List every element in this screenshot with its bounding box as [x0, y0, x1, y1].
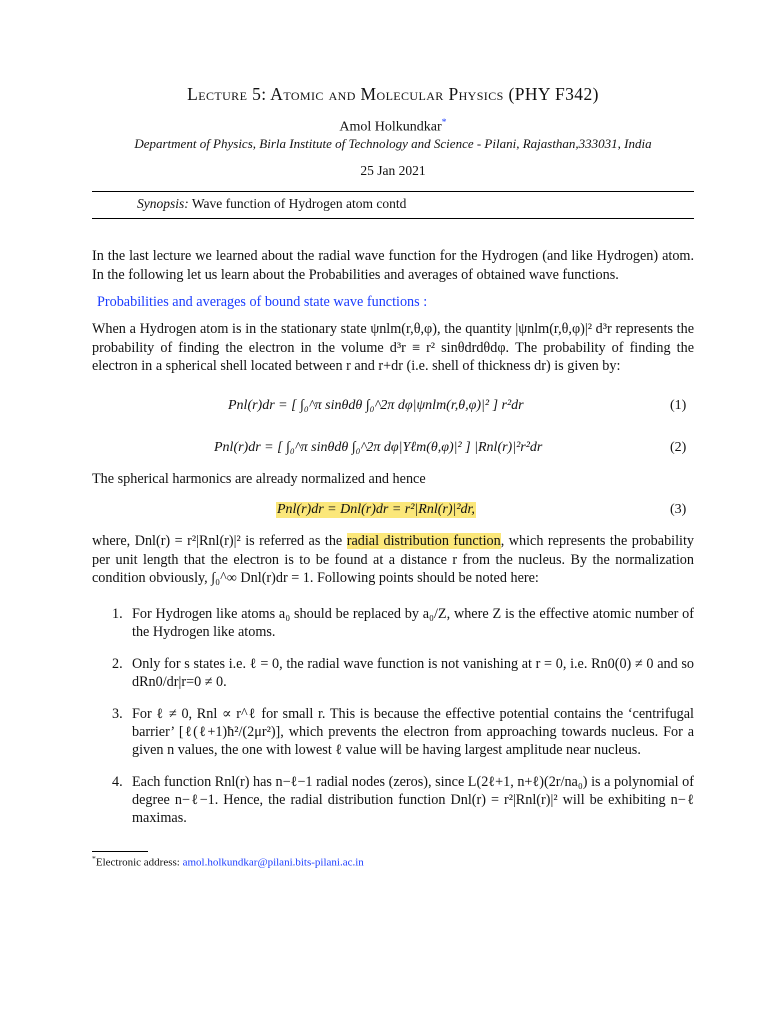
list-item — [92, 605, 694, 641]
paragraph-radial-distribution — [92, 532, 694, 588]
list-item — [92, 773, 694, 827]
equation-2-number: (2) — [670, 440, 687, 455]
list-item-text: For Hydrogen like atoms a₀ should be replaced by a₀/Z, where Z is the effective atomic number of the Hydrogen like atoms. — [132, 606, 694, 640]
synopsis — [137, 196, 406, 212]
author-footnote-mark[interactable]: * — [441, 117, 447, 128]
list-item-number: 4. — [112, 774, 123, 790]
list-item-number: 3. — [112, 706, 123, 722]
paragraph-normalized: The spherical harmonics are already normalized and hence — [92, 471, 426, 487]
footnote-rule — [92, 851, 148, 852]
equation-2: Pnl(r)dr = [ ∫₀^π sinθdθ ∫₀^2π dφ|Yℓm(θ,φ)|² ] |Rnl(r)|²r²dr — [214, 440, 543, 455]
list-item — [92, 655, 694, 691]
paragraph-probability: When a Hydrogen atom is in the stationary state ψnlm(r,θ,φ), the quantity |ψnlm(r,θ,φ)|² d³r represents the probability of finding the electron in the volume d³r ≡ r² sinθdrdθdφ. The probability of finding the electron in a spherical shell located between r and r+dr (i.e. shell of thickness dr) is given by: — [92, 321, 694, 374]
footnote — [92, 854, 364, 869]
email-link[interactable]: amol.holkundkar@pilani.bits-pilani.ac.in — [182, 856, 364, 869]
list-item-text: For ℓ ≠ 0, Rnl ∝ r^ℓ for small r. This is because the effective potential contains the ‘centrifugal barrier’ [ℓ(ℓ+1)ħ²/(2μr²)], which prevents the electron from approaching towards nucleus. For a given n values, the one with lowest ℓ value will be having largest amplitude near nucleus. — [132, 706, 694, 758]
p3-start: where, Dnl(r) = r²|Rnl(r)|² is referred as the — [92, 533, 343, 549]
synopsis-top-rule — [92, 191, 694, 192]
radial-distribution-highlight: radial distribution function — [346, 533, 501, 549]
equation-3-number: (3) — [670, 502, 687, 517]
date: 25 Jan 2021 — [360, 163, 426, 178]
list-item-number: 1. — [112, 606, 123, 622]
list-item-text: Each function Rnl(r) has n−ℓ−1 radial nodes (zeros), since L(2ℓ+1, n+ℓ)(2r/na₀) is a polynomial of degree n−ℓ−1. Hence, the radial distribution function Dnl(r) = r²|Rnl(r)|² will be exhibiting n−ℓ maximas. — [132, 774, 694, 826]
list-item-number: 2. — [112, 656, 123, 672]
synopsis-bottom-rule — [92, 218, 694, 219]
list-item-text: Only for s states i.e. ℓ = 0, the radial wave function is not vanishing at r = 0, i.e. Rn0(0) ≠ 0 and so dRn0/dr|r=0 ≠ 0. — [132, 656, 694, 690]
equation-1: Pnl(r)dr = [ ∫₀^π sinθdθ ∫₀^2π dφ|ψnlm(r,θ,φ)|² ] r²dr — [228, 398, 524, 413]
synopsis-label: Synopsis: — [137, 196, 189, 211]
footnote-label: Electronic address: — [95, 856, 180, 869]
author-line — [92, 117, 694, 136]
notes-list — [92, 605, 694, 841]
section-heading: Probabilities and averages of bound state wave functions : — [97, 294, 428, 310]
intro-paragraph: In the last lecture we learned about the radial wave function for the Hydrogen (and like Hydrogen) atom. In the following let us learn about the Probabilities and averages of obtained wave functions. — [92, 248, 694, 283]
affiliation: Department of Physics, Birla Institute of Technology and Science - Pilani, Rajasthan,333031, India — [134, 136, 652, 151]
synopsis-text: Wave function of Hydrogen atom contd — [191, 196, 407, 211]
paper-title: Lecture 5: Atomic and Molecular Physics (PHY F342) — [187, 84, 599, 104]
author-name: Amol Holkundkar — [339, 119, 442, 135]
p3-end: , which represents the probability per unit length that the electron is to be found at a distance r from the nucleus. By the normalization condition obviously, ∫₀^∞ Dnl(r)dr = 1. Following points should be noted here: — [92, 533, 695, 586]
footnote-mark: * — [92, 854, 96, 863]
equation-3-highlighted: Pnl(r)dr = Dnl(r)dr = r²|Rnl(r)|²dr, — [277, 502, 475, 517]
equation-1-number: (1) — [670, 398, 687, 413]
list-item — [92, 705, 694, 759]
